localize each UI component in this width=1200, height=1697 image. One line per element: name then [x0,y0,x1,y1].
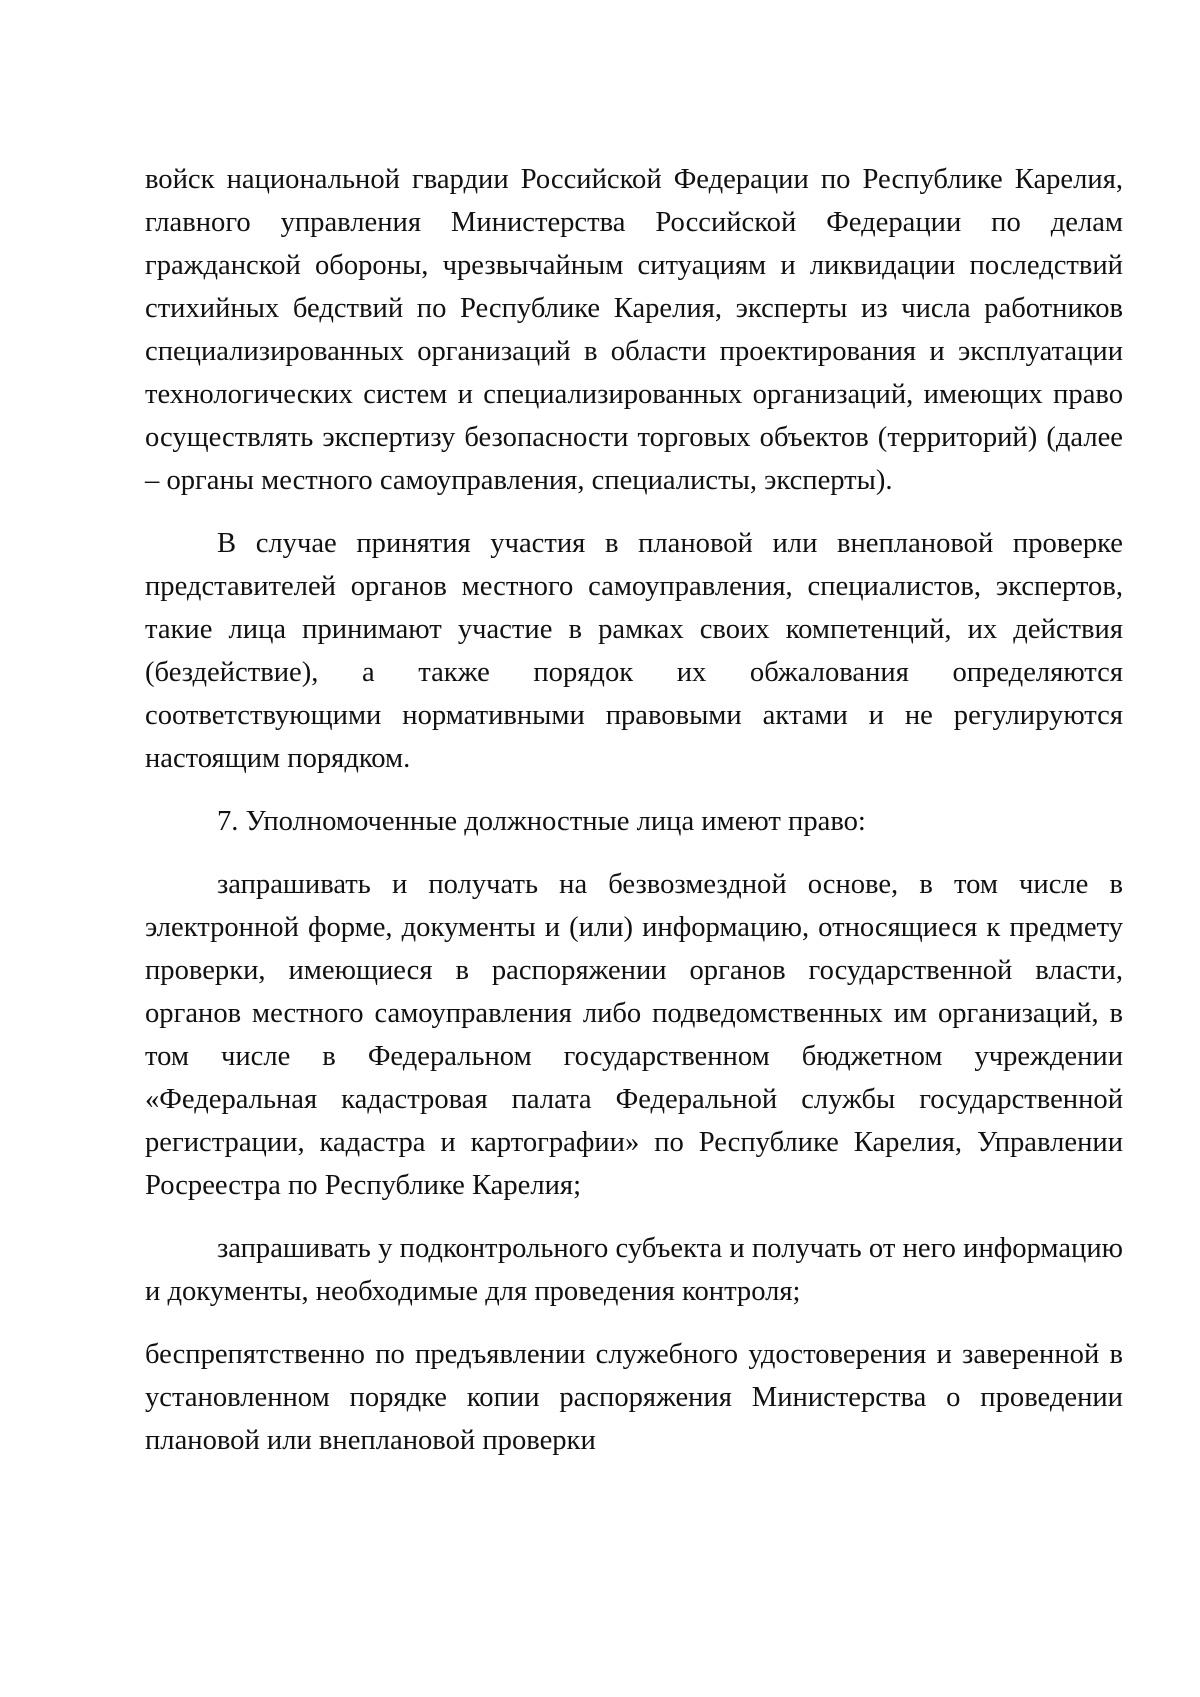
paragraph-request-documents: запрашивать и получать на безвозмездной основе, в том числе в электронной форме, документы и (или) информацию, относящиеся к предмету проверки, имеющиеся в распоряжении органов государственной власти, органов местного самоуправления либо подведомственных им организаций, в том числе в Федеральном государственном бюджетном учреждении «Федеральная кадастровая палата Федеральной службы государственной регистрации, кадастра и картографии» по Республике Карелия, Управлении Росреестра по Республике Карелия; [145,869,1123,1201]
paragraph-access: беспрепятственно по предъявлении служебного удостоверения и заверенной в установленном порядке копии распоряжения Министерства о проведении плановой или внеплановой проверки [145,1339,1123,1456]
paragraph-continuation: войск национальной гвардии Российской Федерации по Республике Карелия, главного управления Министерства Российской Федерации по делам гражданской обороны, чрезвычайным ситуациям и ликвидации последствий стихийных бедствий по Республике Карелия, эксперты из числа работников специализированных организаций в области проектирования и эксплуатации технологических систем и специализированных организаций, имеющих право осуществлять экспертизу безопасности торговых объектов (территорий) (далее – органы местного самоуправления, специалисты, эксперты). [145,164,1123,496]
paragraph-participation: В случае принятия участия в плановой или внеплановой проверке представителей органов местного самоуправления, специалистов, экспертов, такие лица принимают участие в рамках своих компетенций, их действия (бездействие), а также порядок их обжалования определяются соответствующими нормативными правовыми актами и не регулируются настоящим порядком. [145,528,1123,774]
paragraph-item-7-heading: 7. Уполномоченные должностные лица имеют право: [217,806,866,837]
document-page [145,158,1123,1462]
paragraph-request-subject: запрашивать у подконтрольного субъекта и получать от него информацию и документы, необходимые для проведения контроля; [145,1233,1123,1307]
